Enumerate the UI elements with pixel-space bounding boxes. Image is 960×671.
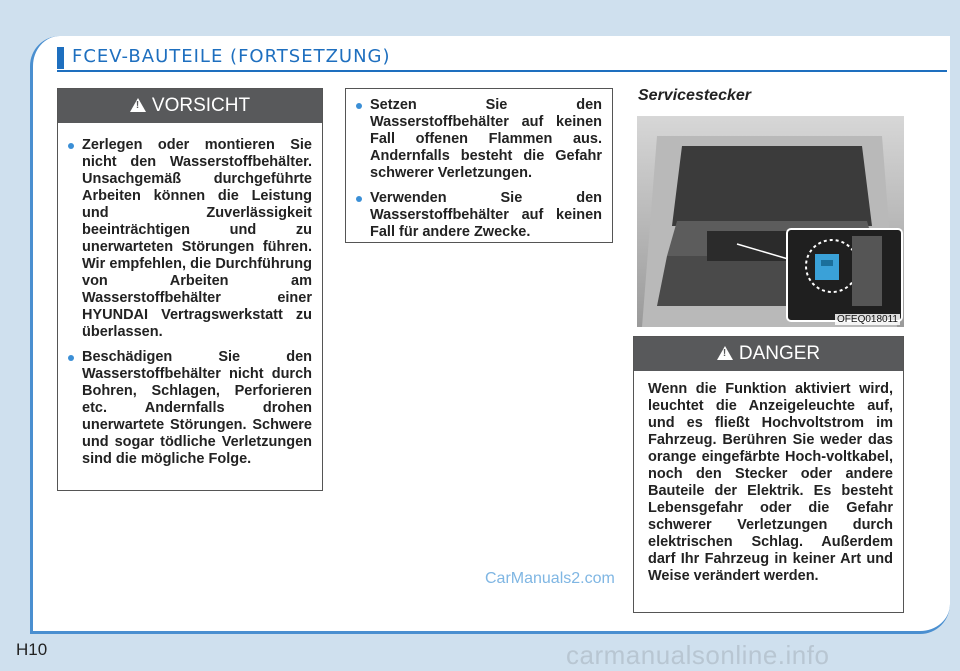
image-code: OFEQ018011 (837, 314, 898, 325)
warning-icon (130, 98, 146, 112)
danger-text: Wenn die Funktion aktiviert wird, leuchtet die Anzeigeleuchte auf, und es fließt Hochvoltstrom im Fahrzeug. Berühren Sie weder das orange eingefärbte Hoch-voltkabel, noch den Stecker oder andere Bauteile der Elektrik. Es besteht Lebensgefahr oder die Gefahr schwerer Verletzungen durch elektrischen Schlag. Außerdem darf Ihr Fahrzeug in keiner Art und Weise verändert werden. (648, 381, 893, 584)
header-accent-bar (57, 47, 64, 69)
list-item: Zerlegen oder montieren Sie nicht den Wasserstoffbehälter. Unsachgemäß durchgeführte Arbeiten können die Leistung und Zuverlässigkeit beeinträchtigen und zu unerwarteten Störungen führen. Wir empfehlen, die Durchführung von Arbeiten am Wasserstoffbehälter einer HYUNDAI Vertragswerkstatt zu überlassen. (66, 137, 312, 341)
page-number: H10 (16, 640, 48, 659)
site-watermark: carmanualsonline.info (566, 640, 830, 670)
danger-title: DANGER (738, 343, 821, 364)
section-title: FCEV-BAUTEILE (FORTSETZUNG) (72, 46, 391, 67)
danger-box (633, 336, 904, 613)
service-plug-photo (637, 116, 904, 327)
header-rule (57, 70, 947, 72)
warning-icon (717, 346, 733, 360)
caution-title: VORSICHT (151, 95, 251, 116)
danger-header (634, 337, 903, 371)
watermark: CarManuals2.com (485, 570, 615, 587)
warning-continued-box (345, 88, 613, 243)
caution-box (57, 88, 323, 491)
caution-list (58, 123, 322, 468)
list-item: Beschädigen Sie den Wasserstoffbehälter nicht durch Bohren, Schlagen, Perforieren etc. Andernfalls drohen unerwartete Störungen. Schwere und sogar tödliche Verletzungen sind die mögliche Folge. (66, 349, 312, 468)
trunk-illustration (637, 116, 904, 327)
caution-header (58, 89, 322, 123)
list-item: Verwenden Sie den Wasserstoffbehälter auf keinen Fall für andere Zwecke. (354, 190, 602, 241)
list-item: Setzen Sie den Wasserstoffbehälter auf keinen Fall offenen Flammen aus. Andernfalls besteht die Gefahr schwerer Verletzungen. (354, 97, 602, 182)
service-plug-heading: Servicestecker (638, 87, 751, 104)
warning-continued-list (346, 89, 612, 241)
